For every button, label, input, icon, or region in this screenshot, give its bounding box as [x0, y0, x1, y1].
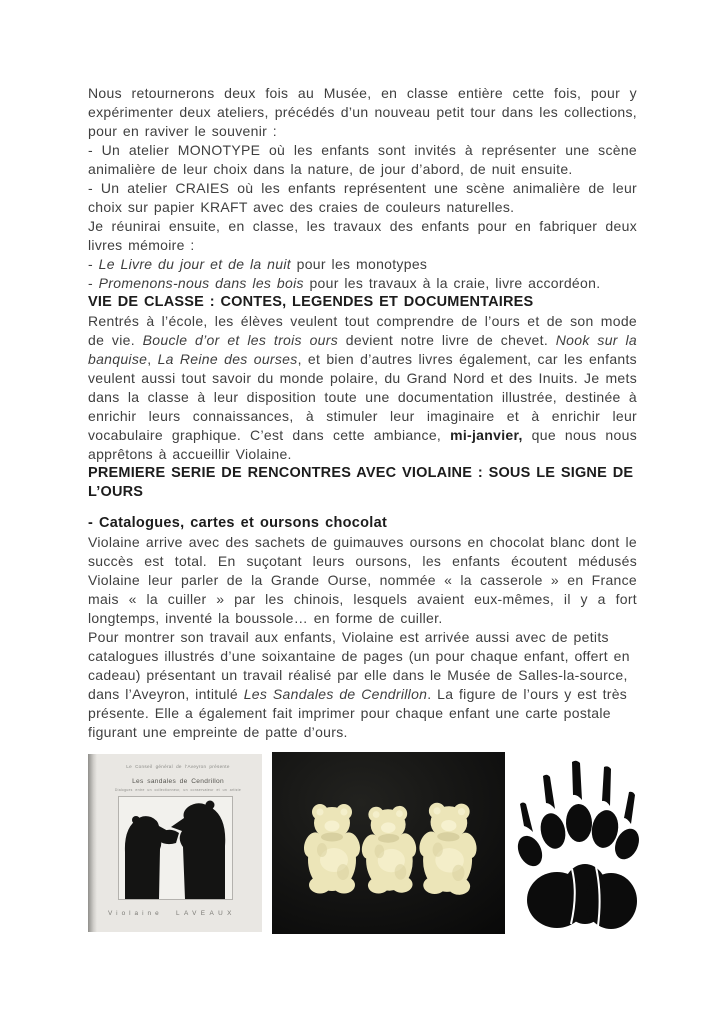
section-heading-premiere-serie — [88, 464, 637, 502]
paragraph-catalogues: Pour montrer son travail aux enfants, Violaine est arrivée aussi avec de petits catalogues illustrés d’une soixantaine de pages (un pour chaque enfant, offert en cadeau) présentant un travail réalisé par elle dans le Musée de Salles-la-source, dans l’Aveyron, intitulé Les Sandales de Cendrillon. La figure de l’ours y est très présente. Elle a également fait imprimer pour chaque enfant une carte postale figurant une empreinte de patte d’ours. — [88, 629, 630, 740]
heading-line-1: PREMIERE SERIE DE RENCONTRES AVEC VIOLAINE : SOUS LE SIGNE DE — [88, 465, 634, 481]
paw-palm-pad — [527, 864, 637, 929]
book-title: Les sandales de Cendrillon — [132, 778, 224, 785]
bullet-atelier-monotype: - Un atelier MONOTYPE où les enfants sont invités à représenter une scène animalière de leur choix dans la nature, de jour d’abord, de nuit ensuite. — [88, 142, 637, 177]
paragraph-oursons-chocolat: Violaine arrive avec des sachets de guimauves oursons en chocolat blanc dont le succès est total. En suçotant leurs oursons, les enfants écoutent médusés Violaine leur parler de la Grande Ourse, nommée « la casserole » en France mais « la cuiller » par les chinois, lesquels avaient eux-mêmes, il y a fort longtemps, inventé la boussole… en forme de cuiller. — [88, 534, 637, 626]
figure-book-cover — [88, 752, 262, 934]
bullet-promenons-nous: - Promenons-nous dans les bois pour les travaux à la craie, livre accordéon. — [88, 275, 601, 291]
paragraph-vie-de-classe: Rentrés à l’école, les élèves veulent tout comprendre de l’ours et de son mode de vie. Boucle d’or et les trois ours devient notre livre de chevet. Nook sur la banquise, La Reine des ourses, et bien d’autres livres également, car les enfants veulent aussi tout savoir du monde polaire, du Grand Nord et des Inuits. Je mets dans la classe à leur disposition toute une documentation illustrée, destinée à enrichir leurs connaissances, à stimuler leur imaginaire et à enrichir leur vocabulaire graphique. C’est dans cette ambiance, mi-janvier, que nous nous apprêtons à accueillir Violaine. — [88, 313, 637, 462]
bullet-atelier-craies: - Un atelier CRAIES où les enfants représentent une scène animalière de leur choix sur papier KRAFT avec des craies de couleurs naturelles. — [88, 180, 637, 215]
figure-row — [88, 752, 637, 938]
paragraph-livres-memoire: Je réunirai ensuite, en classe, les travaux des enfants pour en fabriquer deux livres mémoire : — [88, 218, 637, 253]
heading-line-2: L’OURS — [88, 484, 144, 500]
figure-paw-print — [514, 752, 645, 938]
book-author-first: Violaine — [108, 910, 163, 917]
bullet-livre-jour-nuit: - Le Livre du jour et de la nuit pour les monotypes — [88, 256, 428, 272]
paw-toes — [514, 804, 644, 871]
section-heading-vie-de-classe: VIE DE CLASSE : CONTES, LEGENDES ET DOCUMENTAIRES — [88, 294, 534, 310]
book-subtitle: Dialogues entre un collectionneur, un conservateur et un artiste — [114, 788, 242, 792]
subheading-catalogues: - Catalogues, cartes et oursons chocolat — [88, 515, 388, 531]
book-spine-shadow — [88, 754, 97, 932]
document-content — [88, 84, 637, 938]
figure-chocolate-bears — [272, 752, 505, 934]
book-author-last: LAVEAUX — [176, 910, 236, 917]
book-publisher-line: Le Conseil général de l’Aveyron présente — [126, 764, 230, 769]
paragraph-intro: Nous retournerons deux fois au Musée, en classe entière cette fois, pour y expérimenter deux ateliers, précédés d’un nouveau petit tour dans les collections, pour en raviver le souvenir : — [88, 85, 637, 139]
